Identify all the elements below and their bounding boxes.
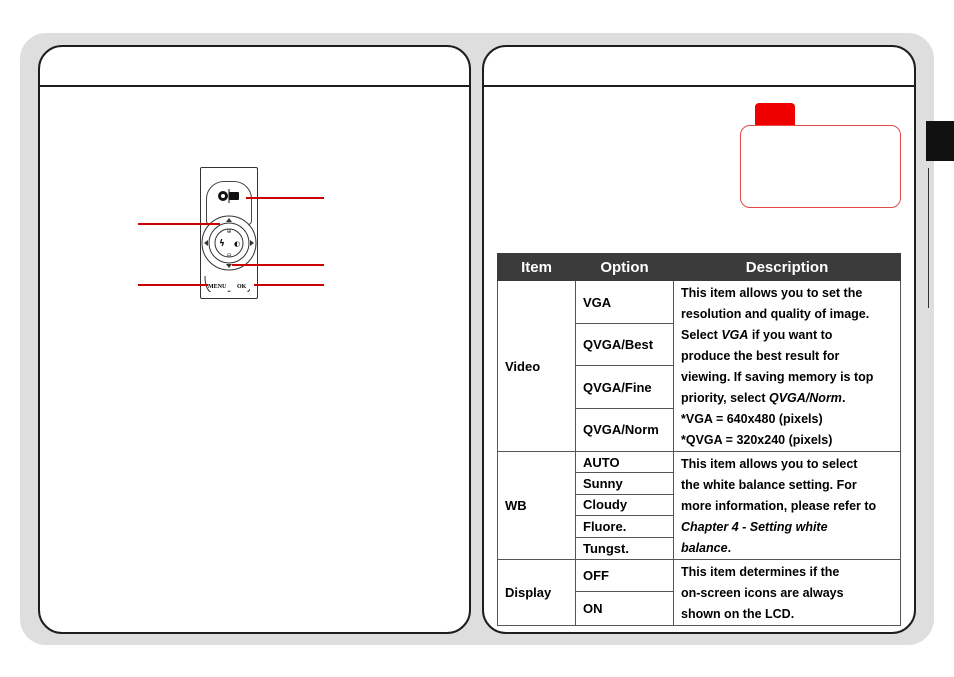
option-qvga-norm: QVGA/Norm [576, 408, 674, 451]
option-cloudy: Cloudy [576, 494, 674, 515]
right-header-divider [484, 85, 914, 87]
option-qvga-fine: QVGA/Fine [576, 366, 674, 408]
header-option: Option [576, 254, 674, 281]
header-description: Description [674, 254, 901, 281]
note-tab [755, 103, 795, 127]
left-header-divider [40, 85, 469, 87]
svg-text:⊖: ⊖ [226, 252, 232, 259]
item-video: Video [498, 281, 576, 452]
table-row [498, 281, 901, 324]
note-box [740, 125, 901, 208]
svg-text:ϟ: ϟ [219, 239, 225, 249]
callout-line-zoom-in [138, 223, 220, 225]
menu-options-table [497, 253, 901, 626]
option-on: ON [576, 592, 674, 626]
table-row [498, 452, 901, 473]
callout-line-mode [246, 197, 324, 199]
table-row [498, 560, 901, 592]
option-auto: AUTO [576, 452, 674, 473]
ok-button-label: OK [237, 284, 247, 290]
item-wb: WB [498, 452, 576, 560]
callout-line-menu [138, 284, 208, 286]
option-off: OFF [576, 560, 674, 592]
svg-text:⊕: ⊕ [226, 228, 232, 235]
callout-line-zoom-out [232, 264, 324, 266]
header-item: Item [498, 254, 576, 281]
option-vga: VGA [576, 281, 674, 324]
item-display: Display [498, 560, 576, 626]
menu-button-label: MENU [208, 284, 227, 290]
svg-text:◐: ◐ [233, 240, 241, 248]
option-fluore: Fluore. [576, 516, 674, 537]
left-panel [38, 45, 471, 634]
description-video: This item allows you to set the resolution and quality of image. Select VGA if you want to produce the best result for viewing. If saving memory is top priority, select QVGA/Norm. *VGA = 640x480 (pixels) *QVGA = 320x240 (pixels) [674, 281, 901, 452]
table-header-row [498, 254, 901, 281]
mode-switch-icon [216, 186, 246, 208]
description-display: This item determines if the on-screen icons are always shown on the LCD. [674, 560, 901, 626]
chapter-side-rule [928, 168, 929, 308]
option-qvga-best: QVGA/Best [576, 324, 674, 366]
chapter-tab-marker [926, 121, 954, 161]
option-tungst: Tungst. [576, 537, 674, 559]
option-sunny: Sunny [576, 473, 674, 494]
description-wb: This item allows you to select the white balance setting. For more information, please refer to Chapter 4 - Setting white balance. [674, 452, 901, 560]
callout-line-ok [254, 284, 324, 286]
